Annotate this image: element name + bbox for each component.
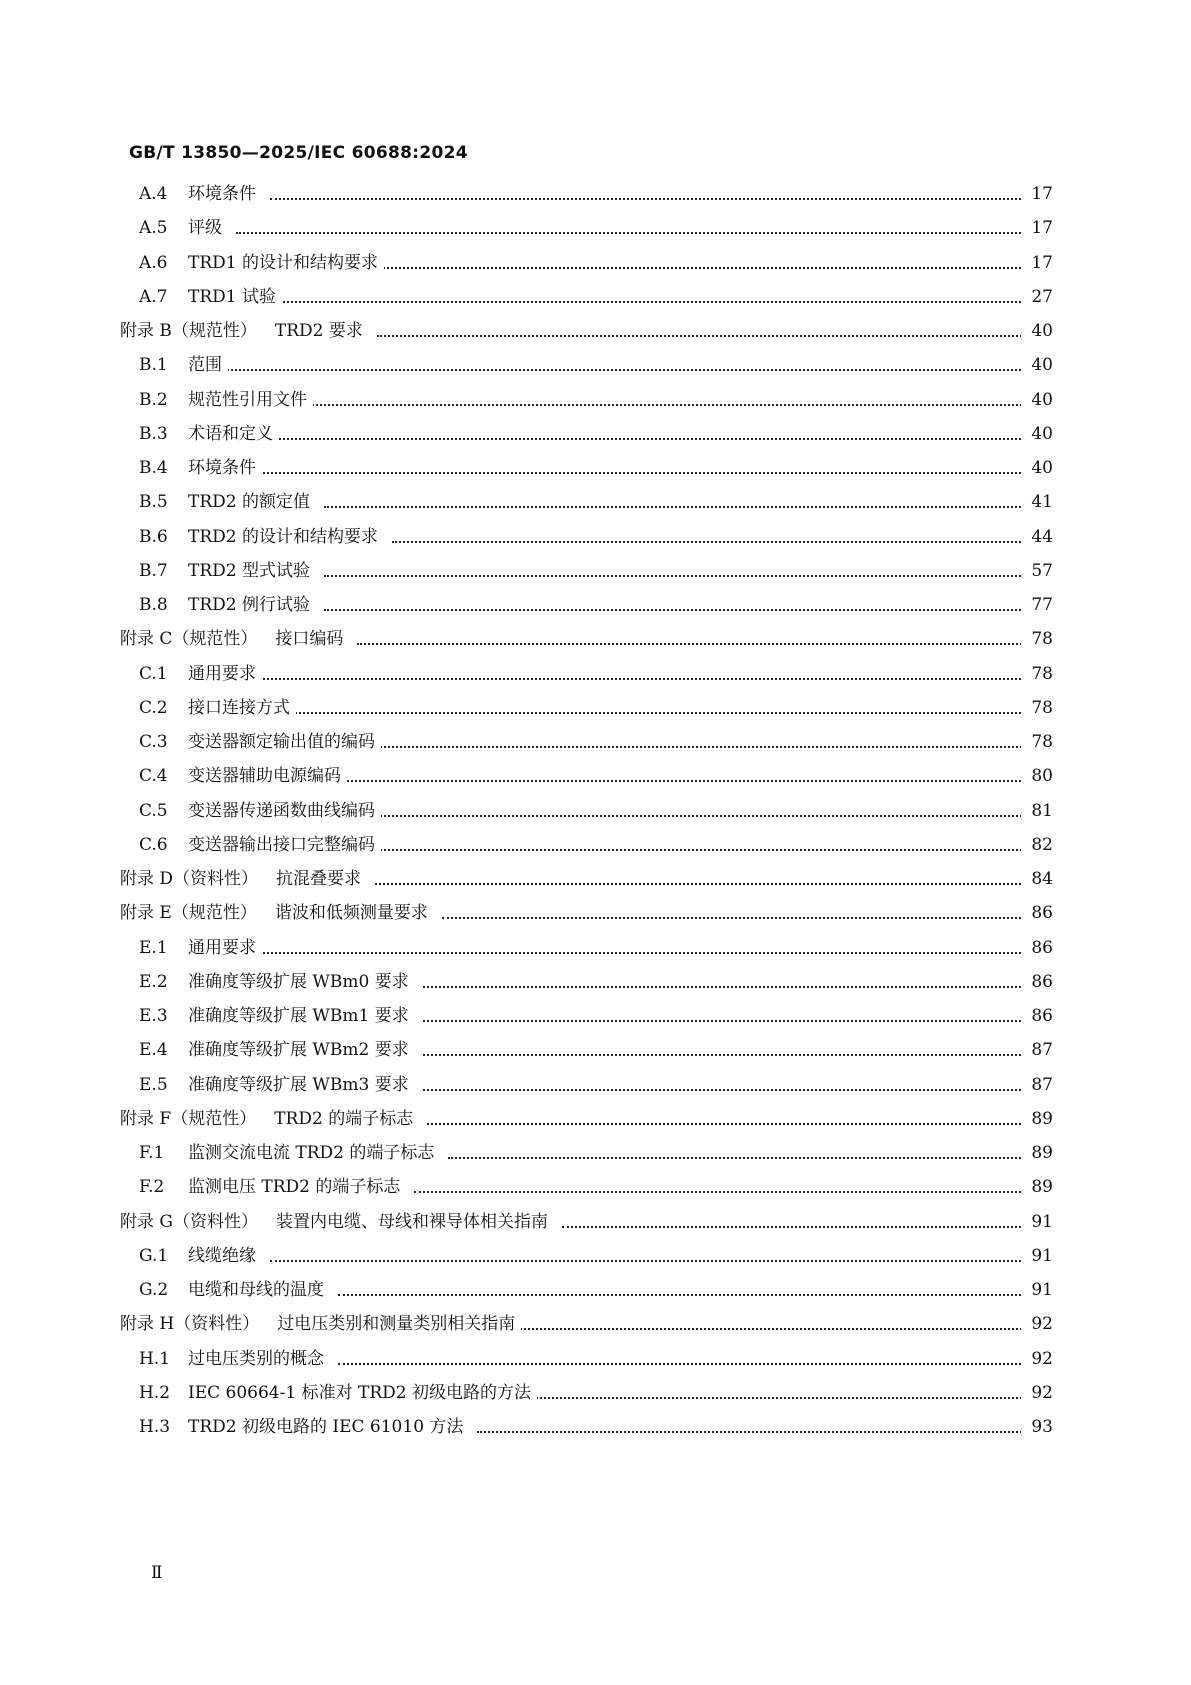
toc-dot-leader bbox=[477, 1431, 1049, 1433]
toc-entry-page-number: 44 bbox=[1021, 522, 1053, 552]
toc-entry-number: G.1 bbox=[139, 1245, 169, 1266]
toc-entry-number: F.2 bbox=[139, 1177, 165, 1198]
toc-entry-number: G.2 bbox=[139, 1280, 169, 1300]
toc-entry-title: 监测交流电流 TRD2 的端子标志 bbox=[188, 1138, 440, 1168]
toc-entry-number: H.2 bbox=[139, 1382, 171, 1403]
toc-entry-page-number: 91 bbox=[1021, 1207, 1053, 1237]
toc-dot-leader bbox=[392, 541, 1049, 543]
toc-entry-page-number: 78 bbox=[1021, 727, 1053, 757]
toc-entry-title: 规范性引用文件 bbox=[188, 385, 313, 415]
toc-entry-section[interactable] bbox=[0, 727, 1191, 757]
toc-entry-page-number: 17 bbox=[1021, 179, 1053, 209]
toc-entry-number: B.5 bbox=[139, 492, 168, 513]
toc-entry-number: E.5 bbox=[139, 1074, 168, 1095]
toc-entry-number: B.4 bbox=[139, 458, 168, 478]
toc-entry-title: 装置内电缆、母线和裸导体相关指南 bbox=[276, 1207, 554, 1237]
toc-entry-page-number: 86 bbox=[1021, 1001, 1053, 1031]
toc-dot-leader bbox=[414, 1191, 1049, 1193]
toc-entry-page-number: 87 bbox=[1021, 1070, 1053, 1100]
toc-entry-section[interactable] bbox=[0, 282, 1191, 312]
toc-entry-page-number: 82 bbox=[1021, 830, 1053, 860]
toc-entry-number: C.2 bbox=[139, 697, 168, 718]
toc-entry-section[interactable] bbox=[0, 419, 1191, 449]
toc-entry-title: 变送器输出接口完整编码 bbox=[188, 830, 381, 860]
toc-entry-annex[interactable] bbox=[0, 1104, 1191, 1134]
toc-entry-title: 准确度等级扩展 WBm0 要求 bbox=[188, 967, 415, 997]
toc-entry-title: 变送器额定输出值的编码 bbox=[188, 727, 381, 757]
toc-entry-section[interactable] bbox=[0, 487, 1191, 517]
toc-entry-number: E.2 bbox=[139, 971, 168, 992]
toc-entry-title: TRD2 初级电路的 IEC 61010 方法 bbox=[188, 1412, 469, 1442]
toc-dot-leader bbox=[427, 1123, 1049, 1125]
toc-entry-page-number: 77 bbox=[1021, 590, 1053, 620]
toc-dot-leader bbox=[343, 780, 1049, 782]
toc-entry-title: 监测电压 TRD2 的端子标志 bbox=[188, 1172, 406, 1202]
toc-dot-leader bbox=[258, 472, 1049, 474]
toc-entry-page-number: 57 bbox=[1021, 556, 1053, 586]
toc-entry-section[interactable] bbox=[0, 1412, 1191, 1442]
toc-entry-section[interactable] bbox=[0, 350, 1191, 380]
toc-dot-leader bbox=[324, 575, 1049, 577]
toc-entry-page-number: 17 bbox=[1021, 213, 1053, 243]
toc-entry-title: 过电压类别和测量类别相关指南 bbox=[277, 1309, 521, 1339]
toc-dot-leader bbox=[258, 678, 1049, 680]
toc-entry-number: B.2 bbox=[139, 389, 168, 410]
toc-dot-leader bbox=[517, 1328, 1049, 1330]
toc-entry-number: H.3 bbox=[139, 1417, 171, 1437]
toc-entry-number: B.8 bbox=[139, 595, 168, 615]
toc-entry-number: 附录 E（规范性） bbox=[120, 903, 257, 924]
toc-entry-title: 范围 bbox=[188, 350, 228, 380]
toc-entry-number: 附录 D（资料性） bbox=[120, 869, 259, 889]
toc-entry-page-number: 89 bbox=[1021, 1172, 1053, 1202]
toc-entry-title: TRD2 要求 bbox=[275, 316, 369, 346]
toc-dot-leader bbox=[292, 712, 1049, 714]
toc-entry-title: TRD1 的设计和结构要求 bbox=[188, 248, 384, 278]
toc-entry-page-number: 81 bbox=[1021, 796, 1053, 826]
toc-dot-leader bbox=[562, 1226, 1049, 1228]
toc-entry-page-number: 80 bbox=[1021, 761, 1053, 791]
toc-dot-leader bbox=[338, 1294, 1049, 1296]
toc-entry-number: A.4 bbox=[139, 184, 168, 204]
toc-entry-title: 准确度等级扩展 WBm1 要求 bbox=[188, 1001, 415, 1031]
toc-entry-section[interactable] bbox=[0, 590, 1191, 620]
toc-entry-section[interactable] bbox=[0, 179, 1191, 209]
toc-dot-leader bbox=[258, 952, 1049, 954]
toc-entry-number: E.4 bbox=[139, 1040, 168, 1061]
toc-dot-leader bbox=[423, 986, 1049, 988]
toc-dot-leader bbox=[377, 815, 1049, 817]
toc-entry-title: TRD1 试验 bbox=[188, 282, 282, 312]
toc-entry-number: 附录 F（规范性） bbox=[120, 1108, 257, 1129]
toc-entry-number: F.1 bbox=[139, 1143, 165, 1163]
toc-entry-page-number: 40 bbox=[1021, 385, 1053, 415]
toc-dot-leader bbox=[309, 404, 1049, 406]
toc-entry-title: 通用要求 bbox=[188, 933, 262, 963]
toc-dot-leader bbox=[357, 643, 1049, 645]
toc-entry-title: TRD2 型式试验 bbox=[188, 556, 316, 586]
toc-entry-section[interactable] bbox=[0, 1001, 1191, 1031]
toc-dot-leader bbox=[324, 609, 1049, 611]
toc-entry-number: E.1 bbox=[139, 937, 168, 958]
toc-dot-leader bbox=[448, 1157, 1049, 1159]
toc-entry-section[interactable] bbox=[0, 1035, 1191, 1065]
toc-entry-number: A.6 bbox=[139, 252, 168, 273]
toc-entry-page-number: 93 bbox=[1021, 1412, 1053, 1442]
toc-dot-leader bbox=[377, 746, 1049, 748]
toc-entry-annex[interactable] bbox=[0, 1207, 1191, 1237]
toc-dot-leader bbox=[423, 1054, 1049, 1056]
toc-entry-page-number: 92 bbox=[1021, 1344, 1053, 1374]
toc-entry-number: 附录 H（资料性） bbox=[120, 1314, 260, 1335]
toc-entry-number: 附录 G（资料性） bbox=[120, 1211, 258, 1232]
toc-dot-leader bbox=[338, 1363, 1049, 1365]
toc-entry-page-number: 41 bbox=[1021, 487, 1053, 517]
toc-entry-title: 术语和定义 bbox=[188, 419, 279, 449]
toc-entry-section[interactable] bbox=[0, 385, 1191, 415]
toc-entry-page-number: 86 bbox=[1021, 933, 1053, 963]
toc-entry-title: 环境条件 bbox=[188, 179, 262, 209]
toc-entry-page-number: 86 bbox=[1021, 898, 1053, 928]
toc-entry-page-number: 89 bbox=[1021, 1104, 1053, 1134]
toc-dot-leader bbox=[236, 232, 1049, 234]
toc-entry-title: 抗混叠要求 bbox=[276, 864, 367, 894]
toc-entry-number: 附录 B（规范性） bbox=[120, 321, 257, 341]
toc-entry-number: C.6 bbox=[139, 834, 168, 855]
toc-entry-title: 变送器传递函数曲线编码 bbox=[188, 796, 381, 826]
toc-entry-annex[interactable] bbox=[0, 316, 1191, 346]
toc-dot-leader bbox=[270, 1260, 1049, 1262]
toc-entry-number: B.7 bbox=[139, 560, 168, 581]
toc-dot-leader bbox=[533, 1397, 1049, 1399]
toc-entry-annex[interactable] bbox=[0, 1309, 1191, 1339]
toc-entry-page-number: 40 bbox=[1021, 316, 1053, 346]
toc-entry-page-number: 91 bbox=[1021, 1241, 1053, 1271]
toc-dot-leader bbox=[423, 1020, 1049, 1022]
toc-entry-page-number: 91 bbox=[1021, 1275, 1053, 1305]
toc-entry-page-number: 89 bbox=[1021, 1138, 1053, 1168]
toc-entry-section[interactable] bbox=[0, 761, 1191, 791]
toc-entry-title: TRD2 的额定值 bbox=[188, 487, 316, 517]
toc-entry-page-number: 78 bbox=[1021, 693, 1053, 723]
toc-entry-title: TRD2 的端子标志 bbox=[274, 1104, 419, 1134]
toc-entry-title: 通用要求 bbox=[188, 659, 262, 689]
toc-dot-leader bbox=[278, 301, 1049, 303]
toc-entry-title: 接口编码 bbox=[275, 624, 349, 654]
toc-entry-page-number: 40 bbox=[1021, 419, 1053, 449]
toc-entry-page-number: 17 bbox=[1021, 248, 1053, 278]
toc-entry-section[interactable] bbox=[0, 556, 1191, 586]
toc-entry-section[interactable] bbox=[0, 1138, 1191, 1168]
toc-entry-title: TRD2 的设计和结构要求 bbox=[188, 522, 384, 552]
toc-entry-page-number: 86 bbox=[1021, 967, 1053, 997]
toc-entry-number: C.3 bbox=[139, 732, 168, 752]
toc-entry-title: 谐波和低频测量要求 bbox=[275, 898, 434, 928]
toc-entry-title: 准确度等级扩展 WBm2 要求 bbox=[188, 1035, 415, 1065]
toc-dot-leader bbox=[377, 335, 1049, 337]
toc-entry-title: IEC 60664-1 标准对 TRD2 初级电路的方法 bbox=[188, 1378, 537, 1408]
toc-entry-page-number: 87 bbox=[1021, 1035, 1053, 1065]
toc-entry-page-number: 92 bbox=[1021, 1309, 1053, 1339]
toc-entry-title: 环境条件 bbox=[188, 453, 262, 483]
toc-entry-section[interactable] bbox=[0, 248, 1191, 278]
toc-entry-section[interactable] bbox=[0, 693, 1191, 723]
toc-entry-section[interactable] bbox=[0, 830, 1191, 860]
toc-entry-page-number: 40 bbox=[1021, 350, 1053, 380]
toc-entry-annex[interactable] bbox=[0, 898, 1191, 928]
toc-entry-page-number: 92 bbox=[1021, 1378, 1053, 1408]
toc-entry-section[interactable] bbox=[0, 659, 1191, 689]
toc-entry-section[interactable] bbox=[0, 1275, 1191, 1305]
toc-entry-number: B.6 bbox=[139, 526, 168, 547]
toc-dot-leader bbox=[224, 369, 1049, 371]
toc-entry-title: TRD2 例行试验 bbox=[188, 590, 316, 620]
toc-entry-number: C.5 bbox=[139, 800, 168, 821]
toc-entry-number: E.3 bbox=[139, 1006, 168, 1026]
toc-entry-annex[interactable] bbox=[0, 864, 1191, 894]
toc-entry-number: B.1 bbox=[139, 355, 168, 376]
toc-dot-leader bbox=[423, 1089, 1049, 1091]
toc-entry-page-number: 84 bbox=[1021, 864, 1053, 894]
toc-entry-section[interactable] bbox=[0, 213, 1191, 243]
toc-entry-title: 接口连接方式 bbox=[188, 693, 296, 723]
toc-entry-page-number: 78 bbox=[1021, 659, 1053, 689]
toc-entry-number: H.1 bbox=[139, 1348, 171, 1369]
toc-entry-section[interactable] bbox=[0, 967, 1191, 997]
toc-entry-title: 电缆和母线的温度 bbox=[188, 1275, 330, 1305]
toc-entry-section[interactable] bbox=[0, 933, 1191, 963]
toc-entry-section[interactable] bbox=[0, 1241, 1191, 1271]
toc-dot-leader bbox=[442, 917, 1049, 919]
toc-entry-number: 附录 C（规范性） bbox=[120, 629, 258, 650]
toc-entry-title: 准确度等级扩展 WBm3 要求 bbox=[188, 1070, 415, 1100]
toc-dot-leader bbox=[377, 849, 1049, 851]
toc-dot-leader bbox=[275, 438, 1049, 440]
toc-entry-title: 过电压类别的概念 bbox=[188, 1344, 330, 1374]
toc-entry-number: A.7 bbox=[139, 286, 168, 307]
toc-entry-section[interactable] bbox=[0, 522, 1191, 552]
toc-entry-number: A.5 bbox=[139, 218, 168, 239]
toc-entry-number: C.4 bbox=[139, 766, 168, 787]
toc-entry-section[interactable] bbox=[0, 1172, 1191, 1202]
toc-entry-page-number: 27 bbox=[1021, 282, 1053, 312]
toc-entry-section[interactable] bbox=[0, 1070, 1191, 1100]
toc-dot-leader bbox=[380, 267, 1049, 269]
toc-dot-leader bbox=[270, 198, 1049, 200]
toc-entry-section[interactable] bbox=[0, 796, 1191, 826]
toc-dot-leader bbox=[324, 506, 1049, 508]
toc-entry-section[interactable] bbox=[0, 1344, 1191, 1374]
toc-entry-title: 变送器辅助电源编码 bbox=[188, 761, 347, 791]
toc-entry-title: 评级 bbox=[188, 213, 228, 243]
toc-entry-number: C.1 bbox=[139, 663, 168, 684]
toc-entry-title: 线缆绝缘 bbox=[188, 1241, 262, 1271]
toc-entry-page-number: 78 bbox=[1021, 624, 1053, 654]
toc-entry-page-number: 40 bbox=[1021, 453, 1053, 483]
toc-entry-section[interactable] bbox=[0, 453, 1191, 483]
document-header-standard-id: GB/T 13850—2025/IEC 60688:2024 bbox=[129, 143, 468, 163]
toc-entry-number: B.3 bbox=[139, 423, 168, 444]
toc-entry-section[interactable] bbox=[0, 1378, 1191, 1408]
page-number: Ⅱ bbox=[151, 1563, 163, 1583]
toc-entry-annex[interactable] bbox=[0, 624, 1191, 654]
toc-dot-leader bbox=[375, 883, 1049, 885]
